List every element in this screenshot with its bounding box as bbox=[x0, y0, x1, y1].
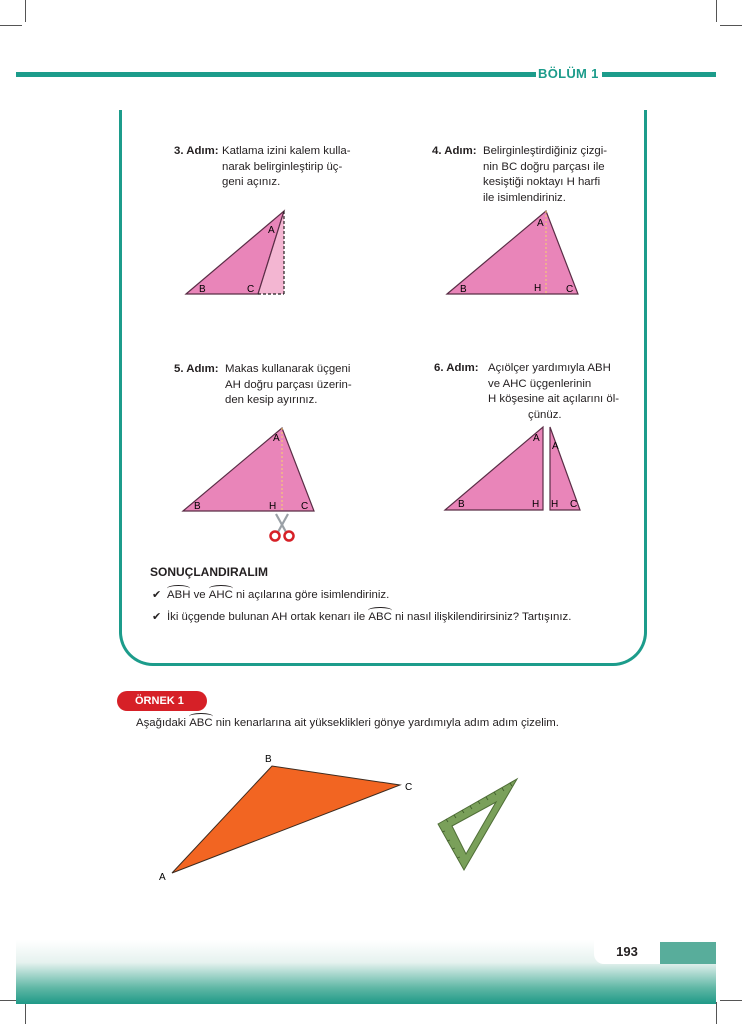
step-text-line: ve AHC üçgenlerinin bbox=[488, 377, 592, 390]
scissors-icon bbox=[271, 514, 294, 541]
check-icon: ✔ bbox=[152, 589, 162, 601]
step-5 bbox=[174, 362, 369, 412]
triangle-abc bbox=[172, 766, 400, 873]
conclusion-text: ni nasıl ilişkilendirirsiniz? Tartışınız. bbox=[391, 611, 572, 623]
step-label: 4. Adım: bbox=[432, 145, 477, 157]
step-text-line: çünüz. bbox=[528, 408, 562, 421]
vertex-label-a: A bbox=[537, 218, 544, 229]
figure-step-6 bbox=[440, 422, 585, 517]
vertex-label-b: B bbox=[460, 284, 467, 295]
conclusion-item-1 bbox=[152, 588, 389, 601]
step-label: 5. Adım: bbox=[174, 363, 219, 375]
step-4 bbox=[432, 144, 632, 209]
vertex-label-c: C bbox=[301, 501, 309, 512]
section-title: BÖLÜM 1 bbox=[538, 66, 599, 81]
page-number: 193 bbox=[616, 944, 638, 959]
vertex-label-b: B bbox=[194, 501, 201, 512]
step-text-line: AH doğru parçası üzerin- bbox=[225, 378, 352, 391]
step-text-line: nin BC doğru parçası ile bbox=[483, 160, 605, 173]
step-text-line: den kesip ayırınız. bbox=[225, 394, 318, 406]
triangle-abc bbox=[183, 428, 314, 511]
step-text-line: kesiştiği noktayı H harfi bbox=[483, 176, 601, 188]
crop-mark bbox=[720, 1000, 742, 1001]
check-icon: ✔ bbox=[152, 611, 162, 623]
vertex-label-h: H bbox=[551, 499, 559, 510]
step-text-line: geni açınız. bbox=[222, 176, 281, 188]
vertex-label-b: B bbox=[199, 284, 206, 295]
conclusion-text: ve bbox=[190, 589, 209, 601]
triangle-abh bbox=[445, 427, 543, 510]
step-text-line: H köşesine ait açılarını öl- bbox=[488, 393, 620, 405]
figure-step-3 bbox=[180, 205, 300, 300]
header-rule bbox=[16, 72, 536, 77]
conclusion-text: ni açılarına göre isimlendiriniz. bbox=[232, 589, 390, 601]
page-tab bbox=[660, 942, 716, 964]
step-text-line: Makas kullanarak üçgeni bbox=[225, 363, 351, 375]
vertex-label-a: A bbox=[552, 441, 559, 452]
crop-mark bbox=[25, 1002, 26, 1024]
header-rule-right bbox=[602, 72, 716, 77]
vertex-label-a: A bbox=[159, 872, 166, 883]
crop-mark bbox=[716, 1002, 717, 1024]
triangle-abc bbox=[447, 211, 578, 294]
angle-abc: ABC bbox=[368, 611, 392, 623]
step-text-line: Katlama izini kalem kulla- bbox=[222, 145, 351, 157]
step-label: 3. Adım: bbox=[174, 145, 219, 157]
step-text-line: Belirginleştirdiğiniz çizgi- bbox=[483, 145, 608, 157]
vertex-label-h: H bbox=[532, 499, 540, 510]
step-text-line: Açıölçer yardımıyla ABH bbox=[488, 362, 611, 374]
angle-ahc: AHC bbox=[208, 589, 233, 601]
conclusion-text: İki üçgende bulunan AH ortak kenarı ile bbox=[167, 611, 369, 623]
set-square-icon bbox=[432, 772, 522, 877]
step-6 bbox=[434, 361, 629, 426]
step-label: 6. Adım: bbox=[434, 362, 479, 374]
crop-mark bbox=[720, 25, 742, 26]
vertex-label-a: A bbox=[533, 433, 540, 444]
vertex-label-h: H bbox=[534, 283, 542, 294]
example-triangle-figure bbox=[150, 750, 420, 885]
figure-step-5 bbox=[178, 422, 323, 547]
angle-abc: ABC bbox=[189, 717, 213, 729]
crop-mark bbox=[716, 0, 717, 22]
crop-mark bbox=[0, 25, 22, 26]
example-badge: ÖRNEK 1 bbox=[117, 691, 207, 711]
conclusion-item-2 bbox=[152, 610, 571, 623]
vertex-label-h: H bbox=[269, 501, 277, 512]
vertex-label-c: C bbox=[247, 284, 255, 295]
vertex-label-c: C bbox=[570, 499, 578, 510]
example-text bbox=[136, 717, 559, 729]
step-text-line: narak belirginleştirip üç- bbox=[222, 160, 343, 173]
triangle-ahc bbox=[550, 427, 580, 510]
vertex-label-b: B bbox=[265, 754, 272, 765]
example-text-part: Aşağıdaki bbox=[136, 717, 190, 729]
crop-mark bbox=[25, 0, 26, 22]
figure-step-4 bbox=[442, 205, 582, 300]
conclusion-title: SONUÇLANDIRALIM bbox=[150, 565, 268, 579]
example-text-part: nin kenarlarına ait yükseklikleri gönye yardımıyla adım adım çizelim. bbox=[212, 717, 559, 729]
vertex-label-b: B bbox=[458, 499, 465, 510]
step-3 bbox=[174, 144, 364, 194]
vertex-label-a: A bbox=[273, 433, 280, 444]
vertex-label-a: A bbox=[268, 225, 275, 236]
step-text-line: ile isimlendiriniz. bbox=[483, 191, 566, 204]
vertex-label-c: C bbox=[405, 782, 413, 793]
vertex-label-c: C bbox=[566, 284, 574, 295]
angle-abh: ABH bbox=[167, 589, 191, 601]
